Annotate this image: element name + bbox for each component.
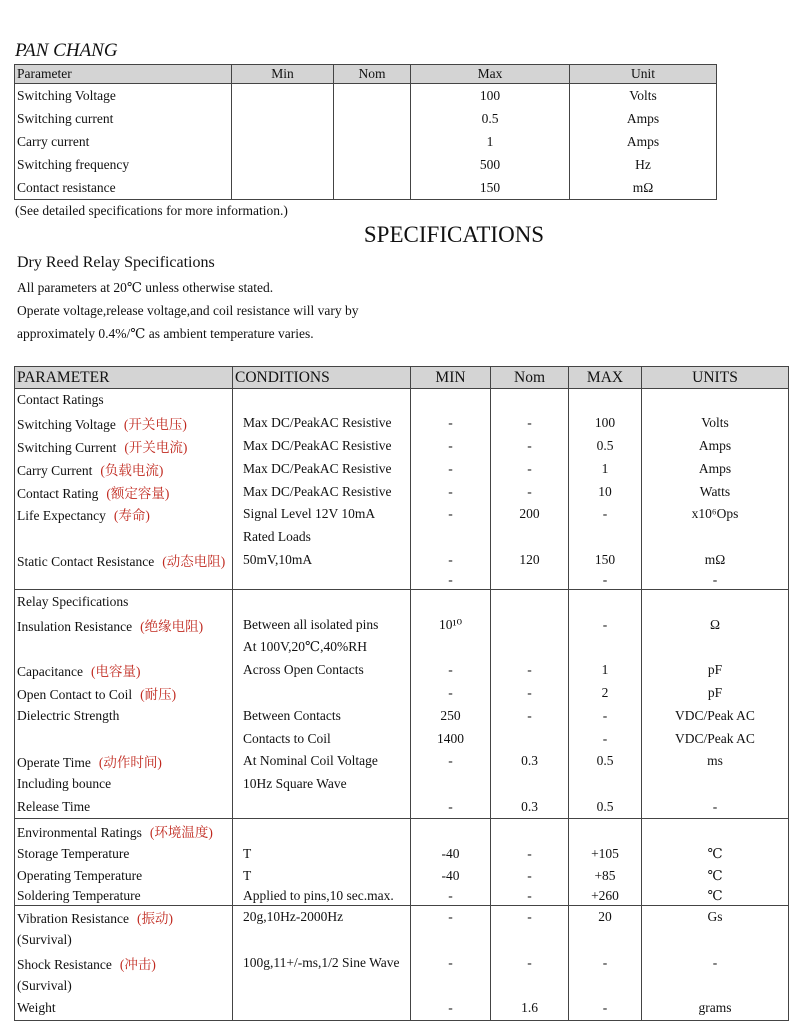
condition-cell: Max DC/PeakAC Resistive xyxy=(233,457,411,480)
parameter-cell xyxy=(15,750,233,773)
note-line: All parameters at 20℃ unless otherwise stated. xyxy=(17,280,274,295)
parameter-cell xyxy=(15,997,233,1020)
nom-cell xyxy=(491,819,569,842)
spec-header-cell: MIN xyxy=(411,367,491,389)
spec-header-cell: UNITS xyxy=(642,367,789,389)
max-cell: +85 xyxy=(569,865,642,888)
max-cell: 1 xyxy=(569,659,642,682)
parameter-cell xyxy=(15,773,233,796)
spec-row xyxy=(15,682,789,705)
max-cell xyxy=(569,526,642,549)
spec-row xyxy=(15,435,789,458)
max-cell: 0.5 xyxy=(569,796,642,819)
parameter-chinese-label: (负载电流) xyxy=(100,462,164,478)
min-cell: - xyxy=(411,571,491,590)
nom-cell: - xyxy=(491,682,569,705)
parameter-chinese-label: (环境温度) xyxy=(149,824,213,840)
max-cell: - xyxy=(569,997,642,1020)
nom-cell: 0.3 xyxy=(491,750,569,773)
parameter-cell xyxy=(15,636,233,659)
min-cell xyxy=(411,974,491,997)
min-cell: 250 xyxy=(411,704,491,727)
parameter-cell xyxy=(15,842,233,865)
unit-cell: pF xyxy=(642,682,789,705)
parameter-name: Switching Current xyxy=(17,439,117,455)
spec-row xyxy=(15,412,789,435)
unit-cell: ms xyxy=(642,750,789,773)
summary-cell: Carry current xyxy=(15,130,232,153)
spec-row xyxy=(15,905,789,928)
min-cell: - xyxy=(411,997,491,1020)
parameter-cell xyxy=(15,682,233,705)
nom-cell: - xyxy=(491,951,569,974)
condition-cell xyxy=(233,997,411,1020)
summary-header-cell: Nom xyxy=(334,65,411,84)
summary-cell xyxy=(232,130,334,153)
summary-cell xyxy=(334,130,411,153)
min-cell: - xyxy=(411,905,491,928)
max-cell: - xyxy=(569,571,642,590)
max-cell: 20 xyxy=(569,905,642,928)
min-cell: - xyxy=(411,796,491,819)
condition-cell xyxy=(233,929,411,952)
spec-row xyxy=(15,480,789,503)
parameter-name: Contact Ratings xyxy=(17,392,104,408)
condition-cell xyxy=(233,974,411,997)
condition-cell: Signal Level 12V 10mA xyxy=(233,503,411,526)
min-cell: -40 xyxy=(411,842,491,865)
summary-cell: Amps xyxy=(570,130,717,153)
min-cell: - xyxy=(411,435,491,458)
summary-header-cell: Min xyxy=(232,65,334,84)
parameter-cell xyxy=(15,526,233,549)
spec-row xyxy=(15,571,789,590)
condition-cell: Applied to pins,10 sec.max. xyxy=(233,888,411,906)
summary-header-row xyxy=(15,65,717,84)
summary-note: (See detailed specifications for more information.) xyxy=(15,203,288,218)
summary-cell: mΩ xyxy=(570,176,717,200)
parameter-cell xyxy=(15,389,233,412)
parameter-cell xyxy=(15,412,233,435)
nom-cell: - xyxy=(491,435,569,458)
parameter-name: Life Expectancy xyxy=(17,508,106,524)
max-cell: - xyxy=(569,727,642,750)
unit-cell: pF xyxy=(642,659,789,682)
parameter-cell xyxy=(15,457,233,480)
parameter-name: Open Contact to Coil xyxy=(17,686,133,702)
summary-header-cell: Max xyxy=(411,65,570,84)
brand-title: PAN CHANG xyxy=(15,40,118,61)
max-cell: 0.5 xyxy=(569,750,642,773)
max-cell: +260 xyxy=(569,888,642,906)
min-cell: - xyxy=(411,888,491,906)
min-cell: - xyxy=(411,457,491,480)
spec-row xyxy=(15,549,789,572)
parameter-name: Vibration Resistance xyxy=(17,911,130,927)
parameter-cell xyxy=(15,905,233,928)
unit-cell: Volts xyxy=(642,412,789,435)
unit-cell: Ω xyxy=(642,613,789,636)
parameter-cell xyxy=(15,659,233,682)
unit-cell: - xyxy=(642,571,789,590)
parameter-name: Shock Resistance xyxy=(17,956,112,972)
nom-cell: - xyxy=(491,412,569,435)
min-cell: - xyxy=(411,412,491,435)
parameter-name: Storage Temperature xyxy=(17,845,130,861)
unit-cell: x10⁶Ops xyxy=(642,503,789,526)
parameter-cell xyxy=(15,571,233,590)
unit-cell xyxy=(642,819,789,842)
parameter-name: Contact Rating xyxy=(17,485,99,501)
parameter-name: Weight xyxy=(17,1000,56,1016)
spec-row xyxy=(15,865,789,888)
min-cell: - xyxy=(411,682,491,705)
max-cell xyxy=(569,590,642,613)
nom-cell: - xyxy=(491,905,569,928)
min-cell: 10¹⁰ xyxy=(411,613,491,636)
unit-cell: Watts xyxy=(642,480,789,503)
spec-row xyxy=(15,659,789,682)
spec-row xyxy=(15,727,789,750)
spec-header-row xyxy=(15,367,789,389)
condition-cell: At 100V,20℃,40%RH xyxy=(233,636,411,659)
nom-cell: 120 xyxy=(491,549,569,572)
unit-cell: - xyxy=(642,951,789,974)
condition-cell: Across Open Contacts xyxy=(233,659,411,682)
max-cell: 100 xyxy=(569,412,642,435)
spec-row xyxy=(15,796,789,819)
section-subtitle: Dry Reed Relay Specifications xyxy=(17,254,215,271)
parameter-name: Static Contact Resistance xyxy=(17,553,155,569)
max-cell: 2 xyxy=(569,682,642,705)
condition-cell: 50mV,10mA xyxy=(233,549,411,572)
condition-cell xyxy=(233,796,411,819)
parameter-cell xyxy=(15,951,233,974)
condition-cell: T xyxy=(233,865,411,888)
max-cell xyxy=(569,389,642,412)
spec-row xyxy=(15,951,789,974)
min-cell: -40 xyxy=(411,865,491,888)
summary-cell: 100 xyxy=(411,84,570,108)
min-cell: - xyxy=(411,549,491,572)
summary-row xyxy=(15,130,717,153)
spec-row xyxy=(15,503,789,526)
min-cell: - xyxy=(411,659,491,682)
parameter-name: Soldering Temperature xyxy=(17,888,141,904)
parameter-cell xyxy=(15,888,233,906)
nom-cell xyxy=(491,974,569,997)
nom-cell: - xyxy=(491,842,569,865)
summary-row xyxy=(15,84,717,108)
summary-cell: Switching current xyxy=(15,107,232,130)
summary-cell: 150 xyxy=(411,176,570,200)
unit-cell xyxy=(642,389,789,412)
parameter-name: Operating Temperature xyxy=(17,868,143,884)
spec-row xyxy=(15,590,789,613)
condition-cell: Max DC/PeakAC Resistive xyxy=(233,412,411,435)
parameter-name: Operate Time xyxy=(17,755,91,771)
unit-cell xyxy=(642,773,789,796)
max-cell: +105 xyxy=(569,842,642,865)
min-cell: - xyxy=(411,951,491,974)
parameter-cell xyxy=(15,549,233,572)
parameter-name: Dielectric Strength xyxy=(17,707,120,723)
summary-cell xyxy=(334,176,411,200)
unit-cell: Gs xyxy=(642,905,789,928)
parameter-chinese-label: (耐压) xyxy=(140,686,177,702)
min-cell: 1400 xyxy=(411,727,491,750)
spec-row xyxy=(15,888,789,906)
parameter-cell xyxy=(15,704,233,727)
unit-cell: Amps xyxy=(642,457,789,480)
nom-cell: - xyxy=(491,865,569,888)
min-cell xyxy=(411,526,491,549)
unit-cell: grams xyxy=(642,997,789,1020)
max-cell: - xyxy=(569,704,642,727)
summary-cell: Switching Voltage xyxy=(15,84,232,108)
summary-cell xyxy=(334,153,411,176)
max-cell xyxy=(569,974,642,997)
spec-header-cell: Nom xyxy=(491,367,569,389)
max-cell: - xyxy=(569,503,642,526)
min-cell xyxy=(411,636,491,659)
summary-cell: 500 xyxy=(411,153,570,176)
parameter-cell xyxy=(15,796,233,819)
min-cell xyxy=(411,590,491,613)
summary-cell: Hz xyxy=(570,153,717,176)
condition-cell: Contacts to Coil xyxy=(233,727,411,750)
unit-cell: VDC/Peak AC xyxy=(642,727,789,750)
spec-row xyxy=(15,526,789,549)
summary-header-cell: Unit xyxy=(570,65,717,84)
unit-cell: ℃ xyxy=(642,865,789,888)
condition-cell: Between Contacts xyxy=(233,704,411,727)
parameter-name: Including bounce xyxy=(17,776,112,792)
nom-cell xyxy=(491,773,569,796)
parameter-name: Capacitance xyxy=(17,664,83,680)
nom-cell: 200 xyxy=(491,503,569,526)
summary-table xyxy=(14,64,717,200)
nom-cell: - xyxy=(491,704,569,727)
unit-cell: Amps xyxy=(642,435,789,458)
nom-cell xyxy=(491,929,569,952)
parameter-cell xyxy=(15,480,233,503)
max-cell xyxy=(569,819,642,842)
condition-cell xyxy=(233,571,411,590)
summary-cell xyxy=(334,84,411,108)
condition-cell xyxy=(233,590,411,613)
unit-cell xyxy=(642,974,789,997)
parameter-cell xyxy=(15,929,233,952)
unit-cell: mΩ xyxy=(642,549,789,572)
parameter-name: (Survival) xyxy=(17,931,72,947)
condition-cell xyxy=(233,389,411,412)
parameter-name: Environmental Ratings xyxy=(17,824,142,840)
parameter-cell xyxy=(15,865,233,888)
parameter-chinese-label: (额定容量) xyxy=(106,485,170,501)
nom-cell: - xyxy=(491,457,569,480)
spec-row xyxy=(15,842,789,865)
parameter-cell xyxy=(15,590,233,613)
note-line: approximately 0.4%/℃ as ambient temperature varies. xyxy=(17,326,314,341)
parameter-cell xyxy=(15,819,233,842)
parameter-name: Switching Voltage xyxy=(17,417,116,433)
spec-row xyxy=(15,704,789,727)
spec-header-cell: CONDITIONS xyxy=(233,367,411,389)
max-cell: - xyxy=(569,951,642,974)
unit-cell xyxy=(642,590,789,613)
summary-row xyxy=(15,176,717,200)
spec-row xyxy=(15,773,789,796)
nom-cell xyxy=(491,571,569,590)
summary-cell xyxy=(232,107,334,130)
unit-cell: ℃ xyxy=(642,888,789,906)
parameter-chinese-label: (开关电流) xyxy=(124,439,188,455)
summary-cell: Amps xyxy=(570,107,717,130)
spec-header-cell: MAX xyxy=(569,367,642,389)
parameter-cell xyxy=(15,613,233,636)
min-cell: - xyxy=(411,480,491,503)
summary-header-cell: Parameter xyxy=(15,65,232,84)
nom-cell: - xyxy=(491,480,569,503)
page-title: SPECIFICATIONS xyxy=(363,222,545,247)
spec-row xyxy=(15,636,789,659)
min-cell: - xyxy=(411,750,491,773)
parameter-cell xyxy=(15,503,233,526)
max-cell xyxy=(569,929,642,952)
summary-cell xyxy=(232,153,334,176)
max-cell: - xyxy=(569,613,642,636)
condition-cell xyxy=(233,682,411,705)
nom-cell xyxy=(491,590,569,613)
min-cell: - xyxy=(411,503,491,526)
condition-cell: 100g,11+/-ms,1/2 Sine Wave xyxy=(233,951,411,974)
summary-cell xyxy=(232,176,334,200)
unit-cell: ℃ xyxy=(642,842,789,865)
summary-cell: 1 xyxy=(411,130,570,153)
spec-row xyxy=(15,929,789,952)
max-cell: 1 xyxy=(569,457,642,480)
nom-cell xyxy=(491,636,569,659)
parameter-chinese-label: (寿命) xyxy=(113,508,150,524)
min-cell xyxy=(411,819,491,842)
summary-cell xyxy=(232,84,334,108)
parameter-name: (Survival) xyxy=(17,977,72,993)
max-cell xyxy=(569,773,642,796)
parameter-chinese-label: (振动) xyxy=(137,911,174,927)
note-line: Operate voltage,release voltage,and coil resistance will vary by xyxy=(17,303,359,318)
summary-cell: Volts xyxy=(570,84,717,108)
parameter-chinese-label: (开关电压) xyxy=(123,417,187,433)
nom-cell xyxy=(491,613,569,636)
condition-cell: Between all isolated pins xyxy=(233,613,411,636)
parameter-chinese-label: (绝缘电阻) xyxy=(140,618,204,634)
spec-row xyxy=(15,389,789,412)
condition-cell: Max DC/PeakAC Resistive xyxy=(233,435,411,458)
summary-cell xyxy=(334,107,411,130)
spec-row xyxy=(15,457,789,480)
spec-row xyxy=(15,613,789,636)
unit-cell: VDC/Peak AC xyxy=(642,704,789,727)
min-cell xyxy=(411,389,491,412)
condition-cell: T xyxy=(233,842,411,865)
unit-cell: - xyxy=(642,796,789,819)
spec-header-cell: PARAMETER xyxy=(15,367,233,389)
nom-cell xyxy=(491,389,569,412)
unit-cell xyxy=(642,636,789,659)
nom-cell: 1.6 xyxy=(491,997,569,1020)
parameter-name: Relay Specifications xyxy=(17,593,129,609)
condition-cell: Max DC/PeakAC Resistive xyxy=(233,480,411,503)
parameter-chinese-label: (电容量) xyxy=(90,664,141,680)
unit-cell xyxy=(642,526,789,549)
parameter-chinese-label: (冲击) xyxy=(119,956,156,972)
min-cell xyxy=(411,929,491,952)
summary-row xyxy=(15,153,717,176)
spec-row xyxy=(15,819,789,842)
nom-cell xyxy=(491,727,569,750)
max-cell: 150 xyxy=(569,549,642,572)
max-cell xyxy=(569,636,642,659)
parameter-cell xyxy=(15,435,233,458)
summary-row xyxy=(15,107,717,130)
condition-cell: 20g,10Hz-2000Hz xyxy=(233,905,411,928)
parameter-name: Carry Current xyxy=(17,462,93,478)
summary-cell: Switching frequency xyxy=(15,153,232,176)
nom-cell: - xyxy=(491,888,569,906)
parameter-cell xyxy=(15,974,233,997)
spec-row xyxy=(15,997,789,1020)
condition-cell: 10Hz Square Wave xyxy=(233,773,411,796)
parameter-chinese-label: (动态电阻) xyxy=(162,553,226,569)
spec-row xyxy=(15,750,789,773)
min-cell xyxy=(411,773,491,796)
max-cell: 0.5 xyxy=(569,435,642,458)
max-cell: 10 xyxy=(569,480,642,503)
spec-row xyxy=(15,974,789,997)
condition-cell: At Nominal Coil Voltage xyxy=(233,750,411,773)
unit-cell xyxy=(642,929,789,952)
parameter-chinese-label: (动作时间) xyxy=(98,755,162,771)
parameter-cell xyxy=(15,727,233,750)
condition-cell: Rated Loads xyxy=(233,526,411,549)
nom-cell: - xyxy=(491,659,569,682)
summary-cell: Contact resistance xyxy=(15,176,232,200)
condition-cell xyxy=(233,819,411,842)
specifications-table xyxy=(14,366,789,1021)
parameter-name: Release Time xyxy=(17,798,91,814)
parameter-name: Insulation Resistance xyxy=(17,618,133,634)
nom-cell: 0.3 xyxy=(491,796,569,819)
nom-cell xyxy=(491,526,569,549)
summary-cell: 0.5 xyxy=(411,107,570,130)
